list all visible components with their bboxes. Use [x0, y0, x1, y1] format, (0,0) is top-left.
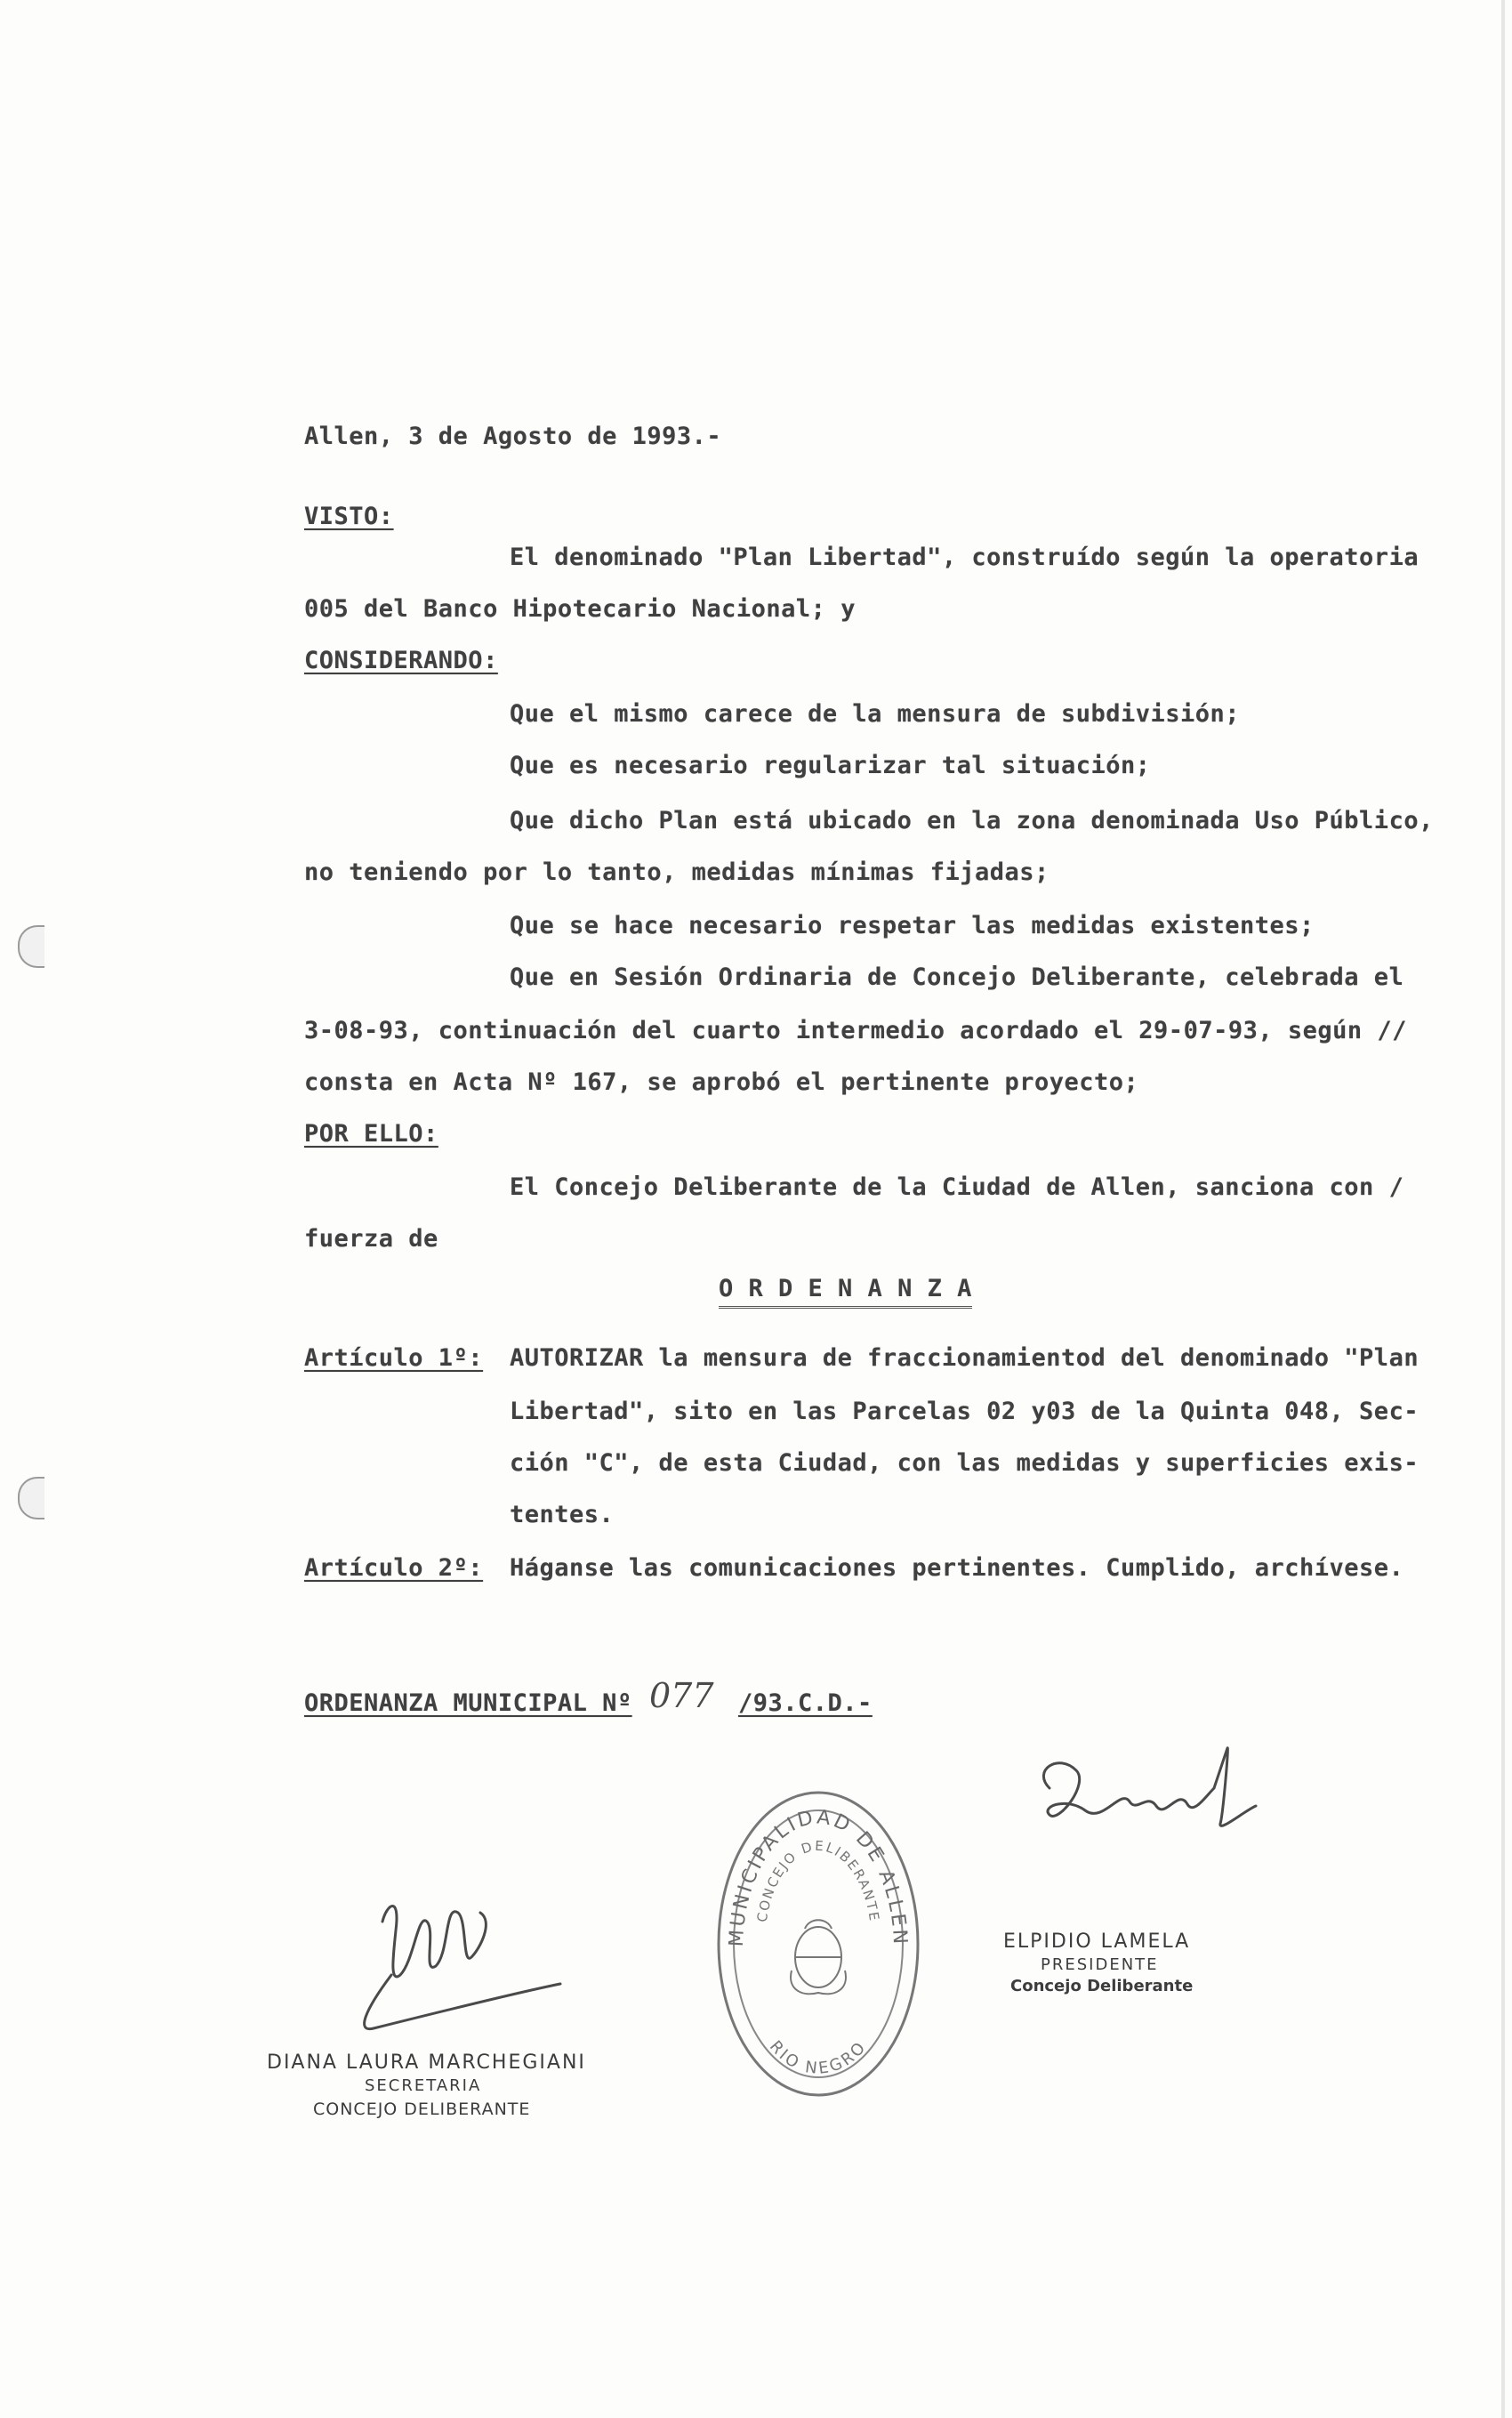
- punch-hole-top: [18, 925, 44, 968]
- articulo-2-label: Artículo 2º:: [304, 1554, 484, 1582]
- articulo-1-line-3: ción "C", de esta Ciudad, con las medidas y superficies exis-: [510, 1449, 1420, 1477]
- considerando-line-5: Que se hace necesario respetar las medidas existentes;: [510, 912, 1315, 939]
- ordenanza-number-prefix: ORDENANZA MUNICIPAL Nº: [304, 1689, 632, 1717]
- visto-line-2: 005 del Banco Hipotecario Nacional; y: [304, 595, 856, 623]
- page-edge: [1501, 0, 1505, 2418]
- stamp-outer-text: MUNICIPALIDAD DE ALLEN: [725, 1806, 912, 1947]
- secretary-body: CONCEJO DELIBERANTE: [313, 2100, 531, 2119]
- official-stamp: [707, 1779, 929, 2108]
- considerando-line-2: Que es necesario regularizar tal situación;: [510, 752, 1151, 779]
- considerando-line-7: 3-08-93, continuación del cuarto intermedio acordado el 29-07-93, según //: [304, 1017, 1407, 1044]
- document-date: Allen, 3 de Agosto de 1993.-: [304, 423, 722, 450]
- considerando-line-8: consta en Acta Nº 167, se aprobó el pertinente proyecto;: [304, 1068, 1139, 1096]
- punch-hole-bottom: [18, 1477, 44, 1519]
- por-ello-label: POR ELLO:: [304, 1120, 438, 1148]
- considerando-line-4: no teniendo por lo tanto, medidas mínimas fijadas;: [304, 858, 1050, 886]
- ordenanza-number-handwritten: 077: [649, 1676, 714, 1715]
- president-role: PRESIDENTE: [1041, 1955, 1159, 1974]
- por-ello-line-2: fuerza de: [304, 1225, 438, 1253]
- stamp-inner-text: CONCEJO DELIBERANTE: [753, 1837, 883, 1923]
- ordenanza-number-suffix: /93.C.D.-: [738, 1689, 873, 1717]
- visto-line-1: El denominado "Plan Libertad", construído según la operatoria: [510, 544, 1420, 571]
- considerando-line-6: Que en Sesión Ordinaria de Concejo Deliberante, celebrada el: [510, 963, 1404, 991]
- stamp-bottom-text: RIO NEGRO: [765, 2036, 872, 2079]
- president-name: ELPIDIO LAMELA: [1003, 1930, 1191, 1953]
- articulo-1-line-2: Libertad", sito en las Parcelas 02 y03 de la Quinta 048, Sec-: [510, 1398, 1420, 1425]
- articulo-1-label: Artículo 1º:: [304, 1344, 484, 1372]
- coat-of-arms-icon: [791, 1920, 846, 1994]
- svg-text:RIO NEGRO: [766, 2037, 871, 2078]
- president-signature: [1023, 1735, 1272, 1868]
- considerando-line-3: Que dicho Plan está ubicado en la zona denominada Uso Público,: [510, 807, 1434, 834]
- secretary-name: DIANA LAURA MARCHEGIANI: [267, 2051, 586, 2074]
- articulo-1-line-1: AUTORIZAR la mensura de fraccionamientod del denominado "Plan: [510, 1344, 1420, 1372]
- visto-label: VISTO:: [304, 503, 394, 530]
- articulo-2-line-1: Háganse las comunicaciones pertinentes. Cumplido, archívese.: [510, 1554, 1404, 1582]
- considerando-line-1: Que el mismo carece de la mensura de subdivisión;: [510, 700, 1241, 728]
- articulo-1-line-4: tentes.: [510, 1501, 615, 1528]
- por-ello-line-1: El Concejo Deliberante de la Ciudad de Allen, sanciona con /: [510, 1173, 1404, 1201]
- secretary-role: SECRETARIA: [365, 2076, 482, 2095]
- considerando-label: CONSIDERANDO:: [304, 647, 498, 674]
- ordenanza-title: O R D E N A N Z A: [719, 1274, 972, 1309]
- secretary-signature: [338, 1868, 587, 2037]
- president-body: Concejo Deliberante: [1010, 1977, 1194, 1995]
